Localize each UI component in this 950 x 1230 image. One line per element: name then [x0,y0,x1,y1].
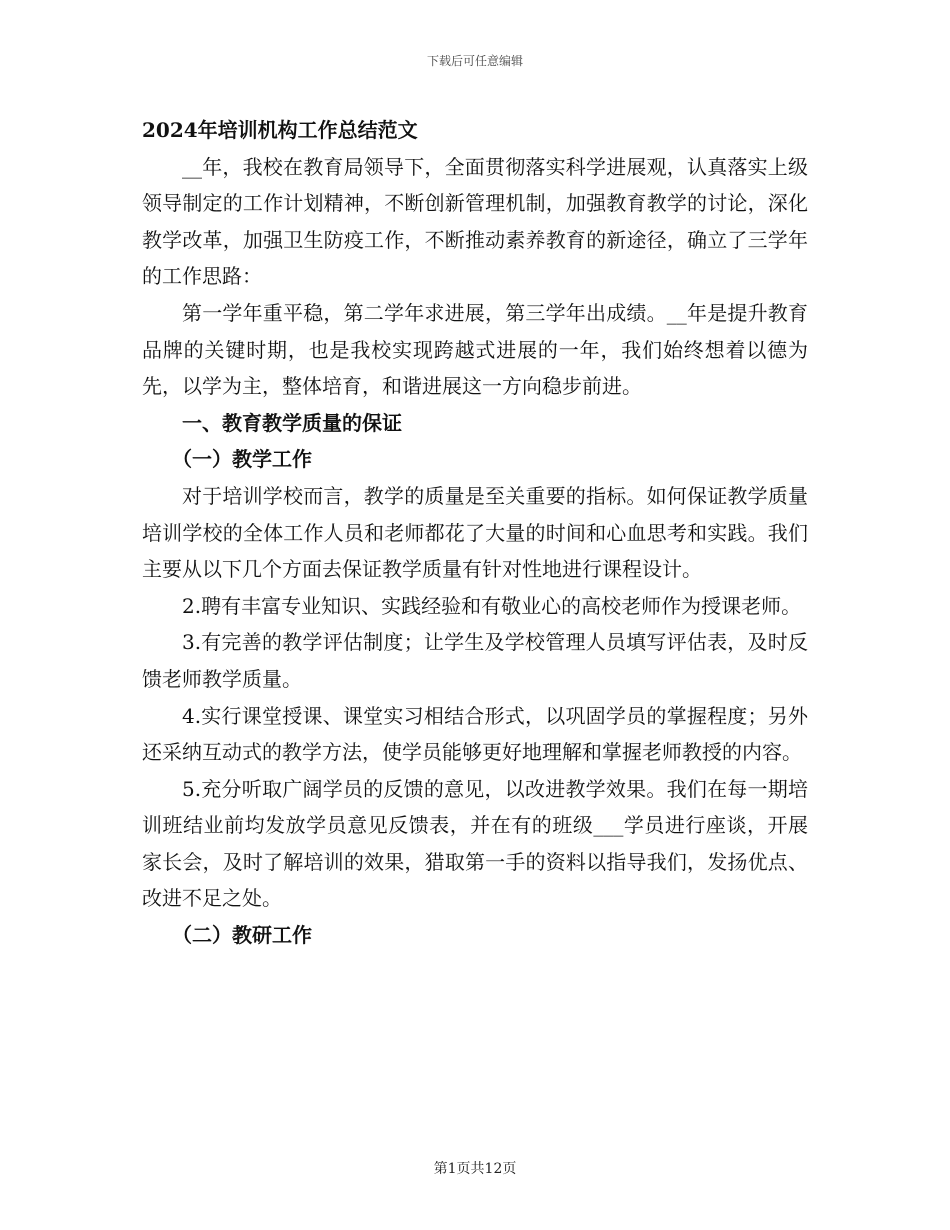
page-header-note: 下载后可任意编辑 [426,54,523,68]
document-body [142,112,808,954]
list-item-3: 3.有完善的教学评估制度；让学生及学校管理人员填写评估表，及时反馈老师教学质量。 [142,630,808,691]
paragraph-teaching: 对于培训学校而言，教学的质量是至关重要的指标。如何保证教学质量培训学校的全体工作人员和老师都花了大量的时间和心血思考和实践。我们主要从以下几个方面去保证教学质量有针对性地进行课程设计。 [142,483,808,582]
paragraph-intro: __年，我校在教育局领导下，全面贯彻落实科学进展观，认真落实上级领导制定的工作计划精神，不断创新管理机制，加强教育教学的讨论，深化教学改革，加强卫生防疫工作，不断推动素养教育的新途径，确立了三学年的工作思路： [142,154,808,289]
paragraph-plan: 第一学年重平稳，第二学年求进展，第三学年出成绩。__年是提升教育品牌的关键时期，也是我校实现跨越式进展的一年，我们始终想着以德为先，以学为主，整体培育，和谐进展这一方向稳步前进。 [142,300,808,399]
page-number: 第1页共12页 [433,1161,517,1177]
list-item-5: 5.充分听取广阔学员的反馈的意见，以改进教学效果。我们在每一期培训班结业前均发放学员意见反馈表，并在有的班级___学员进行座谈，开展家长会，及时了解培训的效果，猎取第一手的资料以指导我们，发扬优点、改进不足之处。 [142,776,808,911]
subsection-heading-research: （二）教研工作 [172,923,312,948]
list-item-4: 4.实行课堂授课、课堂实习相结合形式，以巩固学员的掌握程度；另外还采纳互动式的教学方法，使学员能够更好地理解和掌握老师教授的内容。 [142,703,808,765]
list-item-2: 2.聘有丰富专业知识、实践经验和有敬业心的高校老师作为授课老师。 [182,593,802,618]
document-title: 2024年培训机构工作总结范文 [142,118,418,142]
subsection-heading-teaching: （一）教学工作 [172,447,312,472]
section-heading-quality: 一、教育教学质量的保证 [182,410,402,435]
